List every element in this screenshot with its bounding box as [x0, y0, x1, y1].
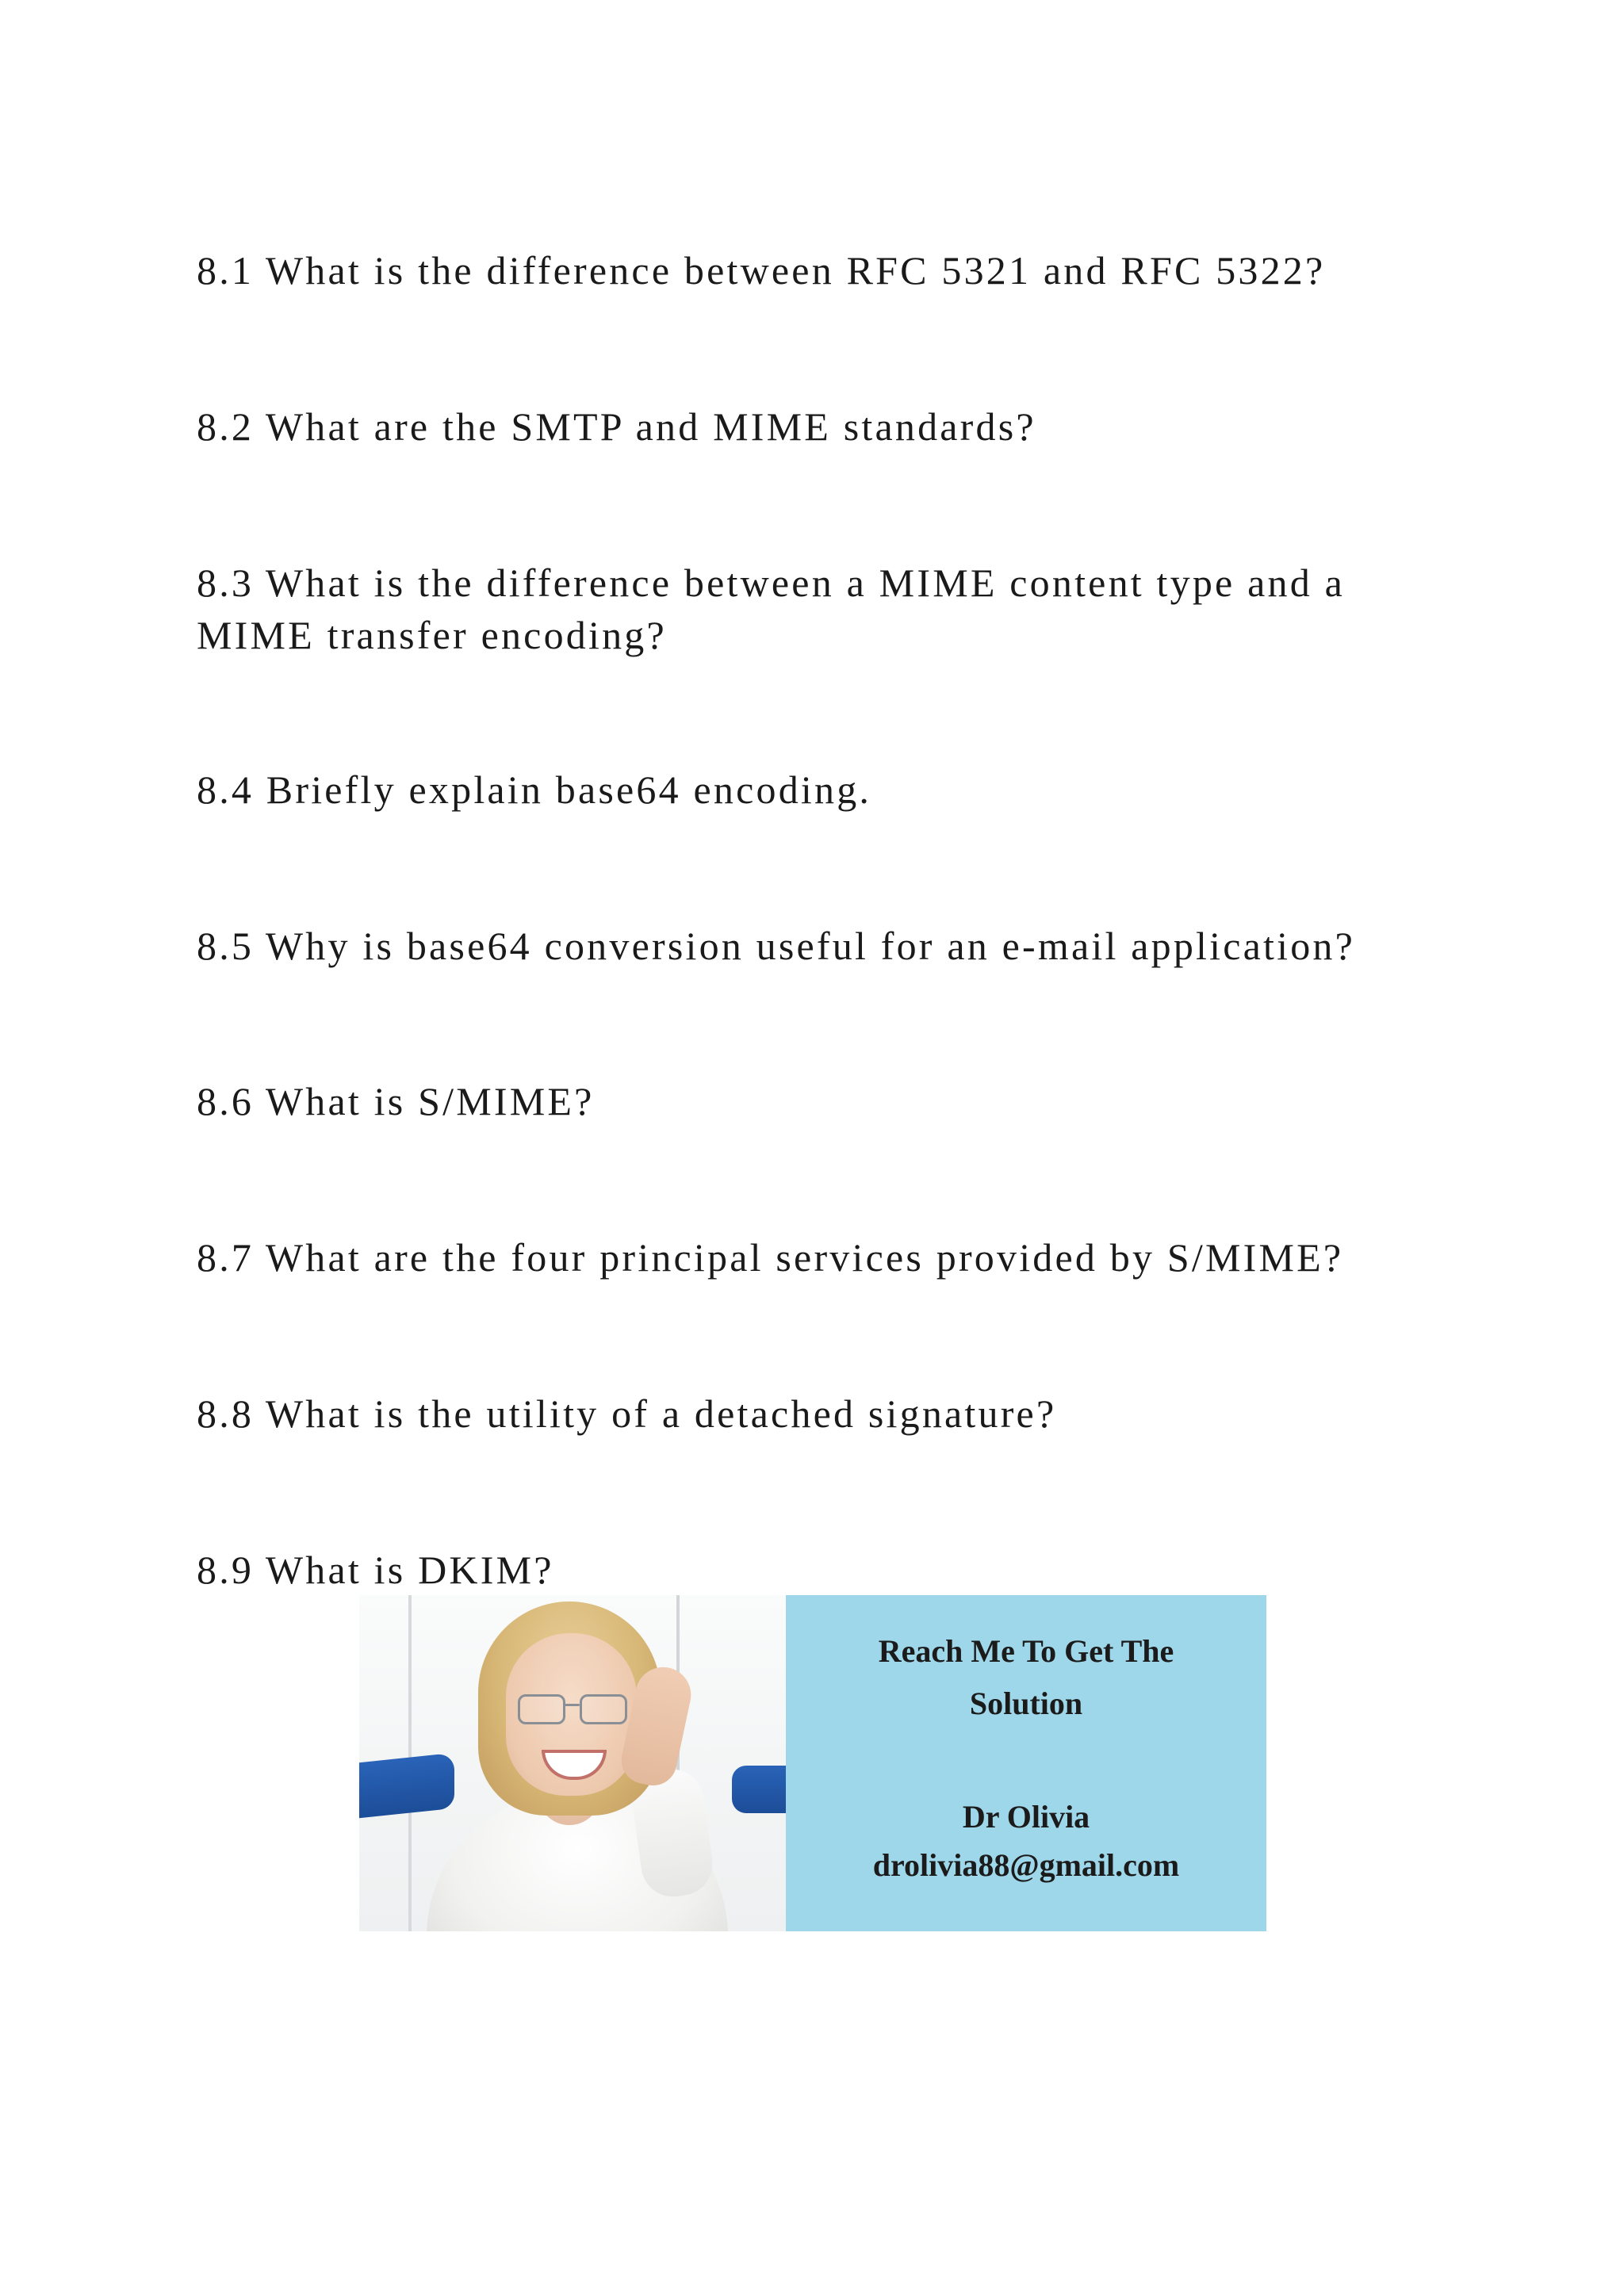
question-8-3: 8.3 What is the difference between a MIME content type and a MIME transfer encoding?: [197, 561, 1346, 657]
contact-name: Dr Olivia: [962, 1799, 1090, 1835]
question-8-2: 8.2 What are the SMTP and MIME standards?: [197, 404, 1036, 449]
woman-photo: [359, 1595, 786, 1931]
banner-headline-line1: Reach Me To Get The: [878, 1633, 1174, 1669]
banner-headline: [786, 1625, 1266, 1730]
question-8-9: 8.9 What is DKIM?: [197, 1548, 554, 1592]
banner-headline-line2: Solution: [969, 1686, 1083, 1721]
question-8-8: 8.8 What is the utility of a detached signature?: [197, 1391, 1057, 1436]
question-8-1: 8.1 What is the difference between RFC 5321 and RFC 5322?: [197, 248, 1326, 293]
question-8-6: 8.6 What is S/MIME?: [197, 1079, 595, 1123]
glasses-icon: [518, 1694, 629, 1724]
question-8-7: 8.7 What are the four principal services provided by S/MIME?: [197, 1235, 1344, 1280]
question-8-4: 8.4 Briefly explain base64 encoding.: [197, 767, 872, 812]
question-8-5: 8.5 Why is base64 conversion useful for an e-mail application?: [197, 924, 1355, 968]
contact-banner: [359, 1595, 1266, 1931]
contact-info-panel: [786, 1595, 1266, 1931]
contact-email[interactable]: drolivia88@gmail.com: [872, 1847, 1180, 1883]
